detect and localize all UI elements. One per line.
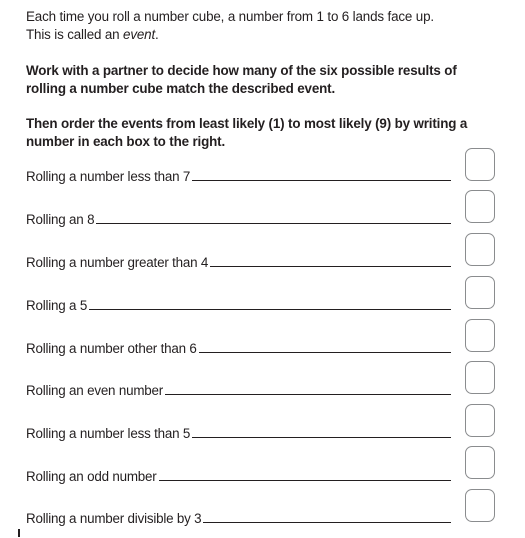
- answer-line[interactable]: [96, 223, 451, 224]
- answer-line[interactable]: [210, 266, 451, 267]
- rank-box[interactable]: [465, 190, 495, 223]
- rank-box[interactable]: [465, 319, 495, 352]
- instruction-partner: Work with a partner to decide how many of the six possible results of rolling a number cube match the described event.: [26, 63, 457, 96]
- rank-box[interactable]: [465, 489, 495, 522]
- event-row: [26, 378, 451, 398]
- event-row: [26, 336, 451, 356]
- event-row: [26, 464, 451, 484]
- intro-line-1: Each time you roll a number cube, a number from 1 to 6 lands face up.: [26, 9, 434, 24]
- answer-line[interactable]: [203, 522, 451, 523]
- event-row: [26, 207, 451, 227]
- rank-box[interactable]: [465, 404, 495, 437]
- answer-line[interactable]: [199, 352, 451, 353]
- rank-box[interactable]: [465, 446, 495, 479]
- rank-box[interactable]: [465, 276, 495, 309]
- intro-text: [26, 8, 496, 44]
- intro-line-2: [26, 26, 496, 44]
- event-row: [26, 506, 451, 526]
- event-label: Rolling an 8: [26, 212, 95, 227]
- event-term: event: [123, 27, 156, 42]
- instruction-order: Then order the events from least likely (1) to most likely (9) by writing a number in each box to the right.: [26, 116, 468, 149]
- event-label: Rolling a number less than 7: [26, 169, 191, 184]
- event-label: Rolling an even number: [26, 383, 164, 398]
- answer-line[interactable]: [192, 437, 451, 438]
- text-cursor-mark: [18, 529, 20, 537]
- event-row: [26, 421, 451, 441]
- event-label: Rolling a number divisible by 3: [26, 511, 202, 526]
- rank-box[interactable]: [465, 233, 495, 266]
- event-label: Rolling a number other than 6: [26, 341, 197, 356]
- answer-line[interactable]: [192, 180, 451, 181]
- event-row: [26, 250, 451, 270]
- event-label: Rolling a 5: [26, 298, 88, 313]
- answer-line[interactable]: [89, 309, 451, 310]
- event-row: [26, 293, 451, 313]
- rank-box[interactable]: [465, 148, 495, 181]
- intro-line-2-suffix: .: [155, 27, 159, 42]
- rank-box[interactable]: [465, 361, 495, 394]
- event-label: Rolling a number greater than 4: [26, 255, 209, 270]
- intro-line-2-prefix: This is called an: [26, 27, 124, 42]
- event-label: Rolling an odd number: [26, 469, 157, 484]
- event-row: [26, 164, 451, 184]
- answer-line[interactable]: [159, 480, 451, 481]
- answer-line[interactable]: [165, 394, 451, 395]
- event-label: Rolling a number less than 5: [26, 426, 191, 441]
